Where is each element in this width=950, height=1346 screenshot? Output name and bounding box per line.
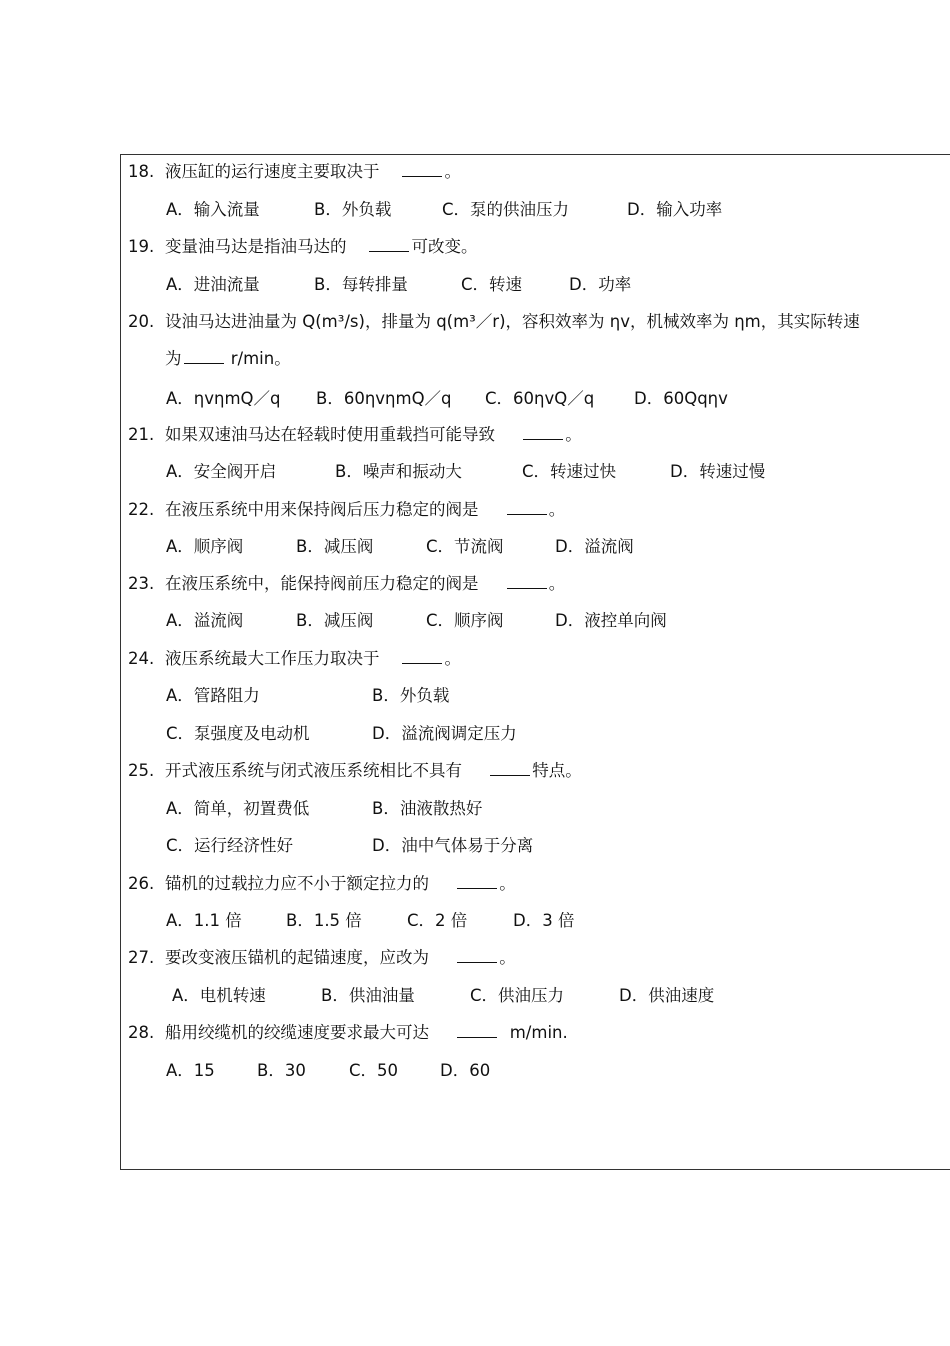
option: B．噪声和振动大 bbox=[335, 462, 462, 481]
question-number: 28. bbox=[128, 1023, 155, 1042]
option: A．电机转速 bbox=[172, 986, 266, 1005]
option: B．供油油量 bbox=[321, 986, 415, 1005]
option: D．60 bbox=[440, 1061, 491, 1080]
option: B．外负载 bbox=[372, 686, 450, 705]
option: D．油中气体易于分离 bbox=[372, 836, 534, 855]
option: C．2 倍 bbox=[407, 911, 468, 930]
option: B．油液散热好 bbox=[372, 799, 483, 818]
question-number: 18. bbox=[128, 162, 155, 181]
question-text-cont: 为 r/min。 bbox=[165, 349, 291, 368]
option: C．50 bbox=[349, 1061, 399, 1080]
option: C．转速 bbox=[461, 275, 523, 294]
option: B．60ηvηmQ／q bbox=[316, 389, 452, 408]
option: D．60Qqηv bbox=[634, 389, 728, 408]
option: D．溢流阀调定压力 bbox=[372, 724, 517, 743]
question-number: 21. bbox=[128, 425, 155, 444]
option: C．60ηvQ／q bbox=[485, 389, 595, 408]
option: D．液控单向阀 bbox=[555, 611, 667, 630]
option: D．转速过慢 bbox=[670, 462, 766, 481]
option: D．供油速度 bbox=[619, 986, 715, 1005]
option: A．溢流阀 bbox=[166, 611, 244, 630]
question-text: 变量油马达是指油马达的 可改变。 bbox=[165, 237, 478, 256]
question-text: 要改变液压锚机的起锚速度，应改为 。 bbox=[165, 948, 516, 967]
option: C．节流阀 bbox=[426, 537, 504, 556]
question-number: 23. bbox=[128, 574, 155, 593]
question-number: 27. bbox=[128, 948, 155, 967]
question-number: 25. bbox=[128, 761, 155, 780]
option: A．ηvηmQ／q bbox=[166, 389, 281, 408]
option: D．输入功率 bbox=[627, 200, 723, 219]
option: C．转速过快 bbox=[522, 462, 617, 481]
question-text: 液压系统最大工作压力取决于 。 bbox=[165, 649, 461, 668]
question-number: 20. bbox=[128, 312, 155, 331]
option: D．功率 bbox=[569, 275, 632, 294]
option: A．进油流量 bbox=[166, 275, 260, 294]
question-number: 22. bbox=[128, 500, 155, 519]
question-text: 在液压系统中，能保持阀前压力稳定的阀是 。 bbox=[165, 574, 566, 593]
option: B．减压阀 bbox=[296, 537, 374, 556]
question-number: 26. bbox=[128, 874, 155, 893]
option: D．3 倍 bbox=[513, 911, 575, 930]
option: A．管路阻力 bbox=[166, 686, 260, 705]
option: D．溢流阀 bbox=[555, 537, 634, 556]
option: C．泵的供油压力 bbox=[442, 200, 570, 219]
question-text: 设油马达进油量为 Q(m³/s)，排量为 q(m³／r)，容积效率为 ηv，机械效率为 ηm，其实际转速 bbox=[165, 312, 860, 331]
question-text: 开式液压系统与闭式液压系统相比不具有 特点。 bbox=[165, 761, 582, 780]
option: B．30 bbox=[257, 1061, 306, 1080]
option: C．泵强度及电动机 bbox=[166, 724, 310, 743]
option: A．输入流量 bbox=[166, 200, 260, 219]
question-text: 锚机的过载拉力应不小于额定拉力的 。 bbox=[165, 874, 516, 893]
question-text: 液压缸的运行速度主要取决于 。 bbox=[165, 162, 461, 181]
question-text: 在液压系统中用来保持阀后压力稳定的阀是 。 bbox=[165, 500, 566, 519]
question-number: 24. bbox=[128, 649, 155, 668]
question-text: 船用绞缆机的绞缆速度要求最大可达 m/min. bbox=[165, 1023, 568, 1042]
question-text: 如果双速油马达在轻载时使用重载挡可能导致 。 bbox=[165, 425, 582, 444]
option: B．减压阀 bbox=[296, 611, 374, 630]
option: C．运行经济性好 bbox=[166, 836, 294, 855]
option: B．外负载 bbox=[314, 200, 392, 219]
option: A．15 bbox=[166, 1061, 215, 1080]
option: A．安全阀开启 bbox=[166, 462, 277, 481]
question-number: 19. bbox=[128, 237, 155, 256]
option: A．简单，初置费低 bbox=[166, 799, 310, 818]
option: C．顺序阀 bbox=[426, 611, 504, 630]
option: B．1.5 倍 bbox=[286, 911, 362, 930]
option: A．顺序阀 bbox=[166, 537, 244, 556]
option: C．供油压力 bbox=[470, 986, 565, 1005]
option: B．每转排量 bbox=[314, 275, 408, 294]
option: A．1.1 倍 bbox=[166, 911, 242, 930]
